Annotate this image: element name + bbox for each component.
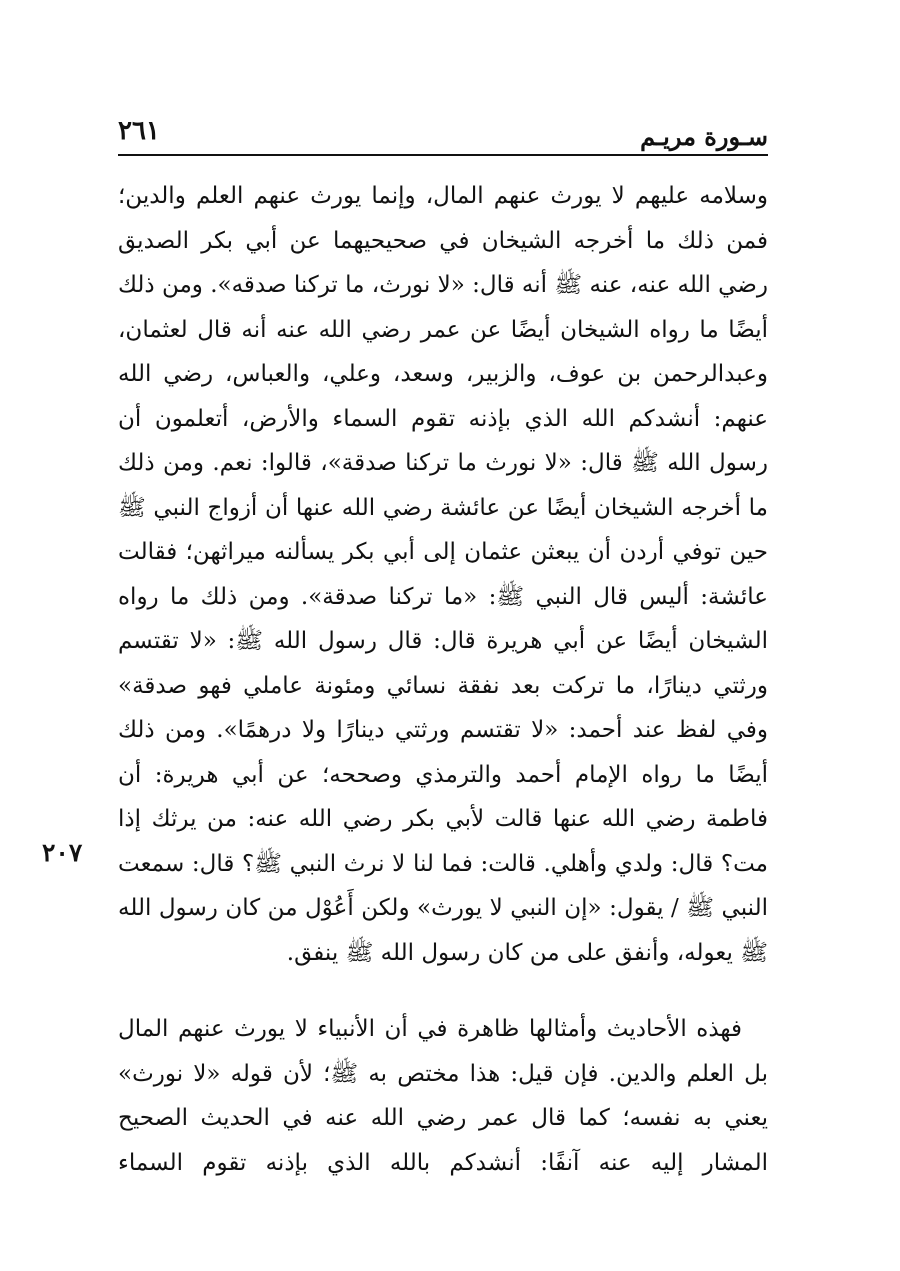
page-number: ٢٦١ bbox=[118, 116, 160, 146]
paragraph-2: فهذه الأحاديث وأمثالها ظاهرة في أن الأنبياء لا يورث عنهم المال بل العلم والدين. فإن قيل: هذا مختص به ﷺ؛ لأن قوله «لا نورث» يعني به نفسه؛ كما قال عمر رضي الله عنه في الحديث الصحيح المشار إليه عنه آنفًا: أنشدكم بالله الذي بإذنه تقوم السماء bbox=[118, 1016, 768, 1176]
paragraph-1: وسلامه عليهم لا يورث عنهم المال، وإنما يورث عنهم العلم والدين؛ فمن ذلك ما أخرجه الشيخان في صحيحيهما عن أبي بكر الصديق رضي الله عنه، عنه ﷺ أنه قال: «لا نورث، ما تركنا صدقه». ومن ذلك أيضًا ما رواه الشيخان أيضًا عن عمر رضي الله عنه أنه قال لعثمان، وعبدالرحمن بن عوف، والزبير، وسعد، وعلي، والعباس، رضي الله عنهم: أنشدكم الله الذي بإذنه تقوم السماء والأرض، أتعلمون أن رسول الله ﷺ قال: «لا نورث ما تركنا صدقة»، قالوا: نعم. ومن ذلك ما أخرجه الشيخان أيضًا عن عائشة رضي الله عنها أن أزواج النبي ﷺ حين توفي أردن أن يبعثن عثمان إلى أبي بكر يسألنه ميراثهن؛ فقالت عائشة: أليس قال النبي ﷺ: «ما تركنا صدقة». ومن ذلك ما رواه الشيخان أيضًا عن أبي هريرة قال: قال رسول الله ﷺ: «لا تقتسم ورثتي دينارًا، ما تركت بعد نفقة نسائي ومئونة عاملي فهو صدقة» وفي لفظ عند أحمد: «لا تقتسم ورثتي دينارًا ولا درهمًا». ومن ذلك أيضًا ما رواه الإمام أحمد والترمذي وصححه؛ عن أبي هريرة: أن فاطمة رضي الله عنها قالت لأبي بكر رضي الله عنه: من يرثك إذا مت؟ قال: ولدي وأهلي. قالت: فما لنا لا نرث النبي ﷺ؟ قال: سمعت النبي ﷺ / يقول: «إن النبي لا يورث» ولكن أَعُوْل من كان رسول الله ﷺ يعوله، وأنفق على من كان رسول الله ﷺ ينفق. bbox=[118, 183, 768, 966]
page-header bbox=[118, 112, 768, 156]
margin-reference-number: ٢٠٧ bbox=[42, 838, 83, 867]
body-text bbox=[118, 174, 768, 1185]
running-title: سـورة مريـم bbox=[640, 122, 768, 151]
